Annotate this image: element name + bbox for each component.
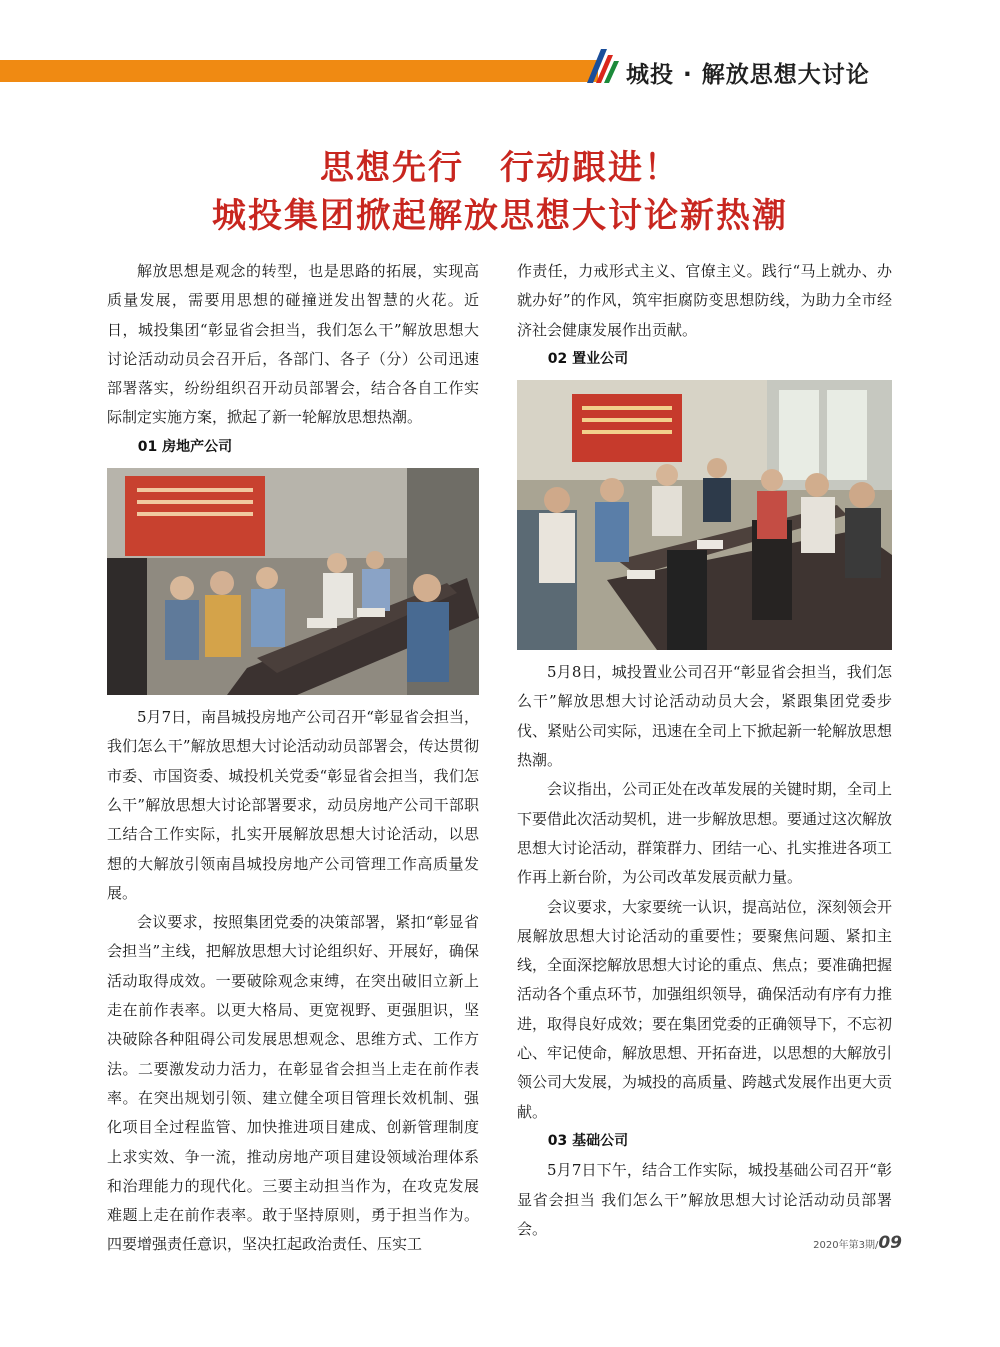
property-paragraph-3: 会议要求，大家要统一认识，提高站位，深刻领会开展解放思想大讨论活动的重要性；要聚焦问题、紧扣主线，全面深挖解放思想大讨论的重点、焦点；要准确把握活动各个重点环节，加强组织领导，确保活动有序有力推进，取得良好成效；要在集团党委的正确领导下，不忘初心、牢记使命，解放思想、开拓奋进，以思想的大解放引领公司大发展，为城投的高质量、跨越式发展作出更大贡献。	[517, 897, 893, 1121]
right-column	[517, 257, 892, 1244]
header-orange-bar	[0, 60, 598, 82]
infrastructure-paragraph-1: 5月7日下午，结合工作实际，城投基础公司召开“彰显省会担当 我们怎么干”解放思想大讨论活动动员部署会。	[517, 1161, 892, 1238]
meeting-photo-property	[517, 380, 892, 650]
page-footer	[813, 1233, 902, 1253]
issue-label: 2020年第3期/	[813, 1240, 879, 1251]
left-column	[107, 257, 479, 1260]
property-paragraph-1: 5月8日，城投置业公司召开“彰显省会担当，我们怎么干”解放思想大讨论活动动员大会，紧跟集团党委步伐、紧贴公司实际，迅速在全司上下掀起新一轮解放思想热潮。	[517, 663, 893, 770]
article-title-line1: 思想先行 行动跟进！	[320, 148, 680, 188]
meeting-photo-real-estate	[107, 468, 479, 695]
article-title-line2: 城投集团掀起解放思想大讨论新热潮	[212, 196, 788, 236]
page-number: 09	[878, 1233, 902, 1253]
section-heading-infrastructure: 03 基础公司	[547, 1132, 629, 1149]
intro-paragraph: 解放思想是观念的转型，也是思路的拓展，实现高质量发展，需要用思想的碰撞迸发出智慧的火花。近日，城投集团“彰显省会担当，我们怎么干”解放思想大讨论活动动员会召开后，各部门、各子（分）公司迅速部署落实，纷纷组织召开动员部署会，结合各自工作实际制定实施方案，掀起了新一轮解放思想热潮。	[107, 262, 479, 427]
real-estate-paragraph-2: 会议要求，按照集团党委的决策部署，紧扣“彰显省会担当”主线，把解放思想大讨论组织好、开展好，确保活动取得成效。一要破除观念束缚，在突出破旧立新上走在前作表率。以更大格局、更宽视野、更强胆识，坚决破除各种阻碍公司发展思想观念、思维方式、工作方法。二要激发动力活力，在彰显省会担当上走在前作表率。在突出规划引领、建立健全项目管理长效机制、强化项目全过程监管、加快推进项目建成、创新管理制度上求实效、争一流，推动房地产项目建设领域治理体系和治理能力的现代化。三要主动担当作为，在攻克发展难题上走在前作表率。敢于坚持原则，勇于担当作为。四要增强责任意识，坚决扛起政治责任、压实工	[107, 913, 479, 1254]
continuation-paragraph: 作责任，力戒形式主义、官僚主义。践行“马上就办、办就办好”的作风，筑牢拒腐防变思想防线，为助力全市经济社会健康发展作出贡献。	[517, 262, 892, 339]
real-estate-paragraph-1: 5月7日，南昌城投房地产公司召开“彰显省会担当，我们怎么干”解放思想大讨论活动动员部署会，传达贯彻市委、市国资委、城投机关党委“彰显省会担当，我们怎么干”解放思想大讨论部署要求，动员房地产公司干部职工结合工作实际，扎实开展解放思想大讨论活动，以思想的大解放引领南昌城投房地产公司管理工作高质量发展。	[107, 708, 479, 902]
property-paragraph-2: 会议指出，公司正处在改革发展的关键时期，全司上下要借此次活动契机，进一步解放思想。要通过这次解放思想大讨论活动，群策群力、团结一心、扎实推进各项工作再上新台阶，为公司改革发展贡献力量。	[517, 780, 893, 887]
chengtou-logo-icon	[583, 45, 621, 85]
column-name: 城投 · 解放思想大讨论	[626, 62, 870, 88]
section-heading-real-estate: 01 房地产公司	[137, 438, 233, 455]
section-heading-property: 02 置业公司	[547, 350, 629, 367]
